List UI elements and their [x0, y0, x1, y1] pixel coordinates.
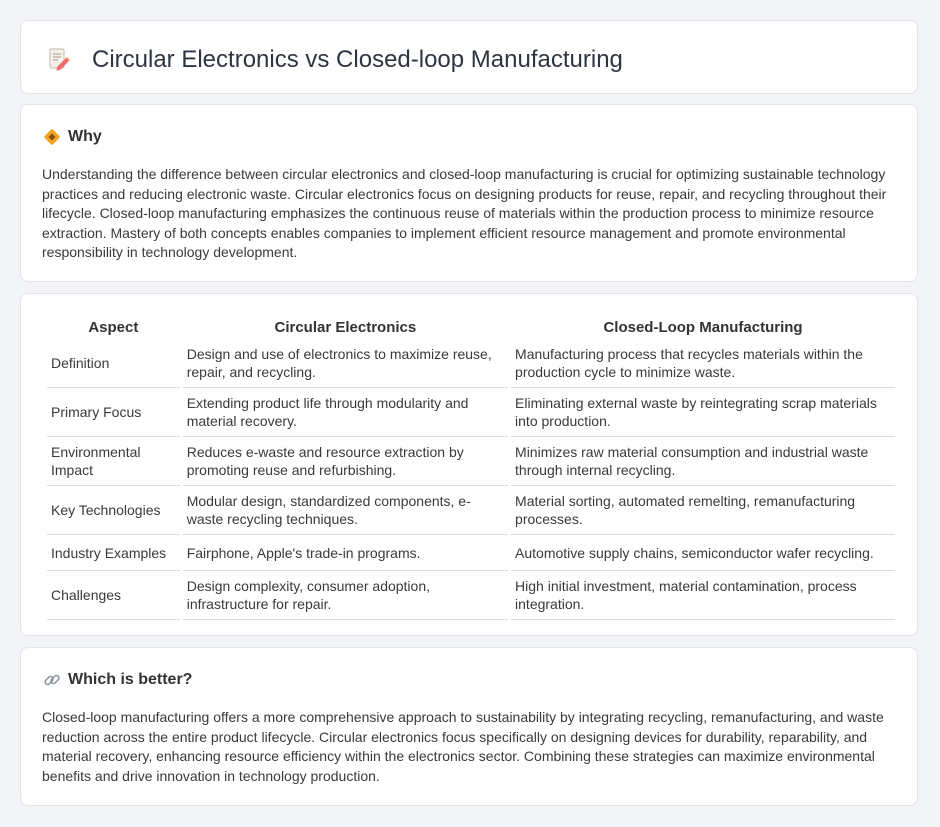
why-section: [20, 104, 918, 282]
circular-cell: Design and use of electronics to maximize reuse, repair, and recycling.: [183, 339, 508, 388]
circular-cell: Modular design, standardized components, e-waste recycling techniques.: [183, 486, 508, 535]
why-header: [43, 128, 102, 146]
closed-loop-cell: Automotive supply chains, semiconductor wafer recycling.: [511, 535, 895, 571]
diamond-sign-icon: [43, 128, 61, 146]
header-circular-electronics: Circular Electronics: [274, 319, 417, 336]
closed-loop-cell: High initial investment, material contamination, process integration.: [511, 571, 895, 620]
aspect-cell: Definition: [47, 339, 180, 388]
circular-cell: Fairphone, Apple's trade-in programs.: [183, 535, 508, 571]
closed-loop-cell: Eliminating external waste by reintegrating scrap materials into production.: [511, 388, 895, 437]
table-row: [47, 571, 895, 620]
header-closed-loop: Closed-Loop Manufacturing: [603, 319, 803, 336]
header-aspect: Aspect: [88, 319, 139, 336]
table-row: [47, 339, 895, 388]
better-heading: Which is better?: [68, 671, 193, 688]
circular-cell: Design complexity, consumer adoption, infrastructure for repair.: [183, 571, 508, 620]
circular-cell: Reduces e-waste and resource extraction by promoting reuse and refurbishing.: [183, 437, 508, 486]
closed-loop-cell: Manufacturing process that recycles materials within the production cycle to minimize waste.: [511, 339, 895, 388]
comparison-table: [44, 316, 898, 620]
table-row: [47, 437, 895, 486]
page-title: Circular Electronics vs Closed-loop Manufacturing: [92, 46, 623, 73]
aspect-cell: Key Technologies: [47, 486, 180, 535]
why-heading: Why: [68, 128, 102, 145]
comparison-section: [20, 293, 918, 636]
closed-loop-cell: Material sorting, automated remelting, remanufacturing processes.: [511, 486, 895, 535]
why-body: Understanding the difference between circular electronics and closed-loop manufacturing is crucial for optimizing sustainable technology practices and reducing electronic waste. Circular electronics focus on designing products for reuse, repair, and recycling throughout their lifecycle. Closed-loop manufacturing emphasizes the continuous reuse of materials within the production process to minimize resource extraction. Mastery of both concepts enables companies to implement efficient resource management and promote environmental responsibility in technology development.: [42, 166, 887, 260]
link-icon: [43, 671, 61, 689]
circular-cell: Extending product life through modularity and material recovery.: [183, 388, 508, 437]
table-row: [47, 535, 895, 571]
document-pencil-icon: [47, 47, 71, 71]
aspect-cell: Environmental Impact: [47, 437, 180, 486]
aspect-cell: Primary Focus: [47, 388, 180, 437]
table-header-row: [47, 316, 895, 339]
aspect-cell: Challenges: [47, 571, 180, 620]
better-header: [43, 671, 192, 689]
better-body: Closed-loop manufacturing offers a more comprehensive approach to sustainability by integrating recycling, remanufacturing, and waste reduction across the entire product lifecycle. Circular electronics focus specifically on designing devices for durability, reparability, and material recovery, enhancing resource efficiency within the electronics sector. Combining these strategies can maximize environmental benefits and drive innovation in technology production.: [42, 709, 884, 784]
table-row: [47, 486, 895, 535]
which-is-better-section: [20, 647, 918, 806]
table-row: [47, 388, 895, 437]
title-card: [20, 20, 918, 94]
closed-loop-cell: Minimizes raw material consumption and industrial waste through internal recycling.: [511, 437, 895, 486]
aspect-cell: Industry Examples: [47, 535, 180, 571]
